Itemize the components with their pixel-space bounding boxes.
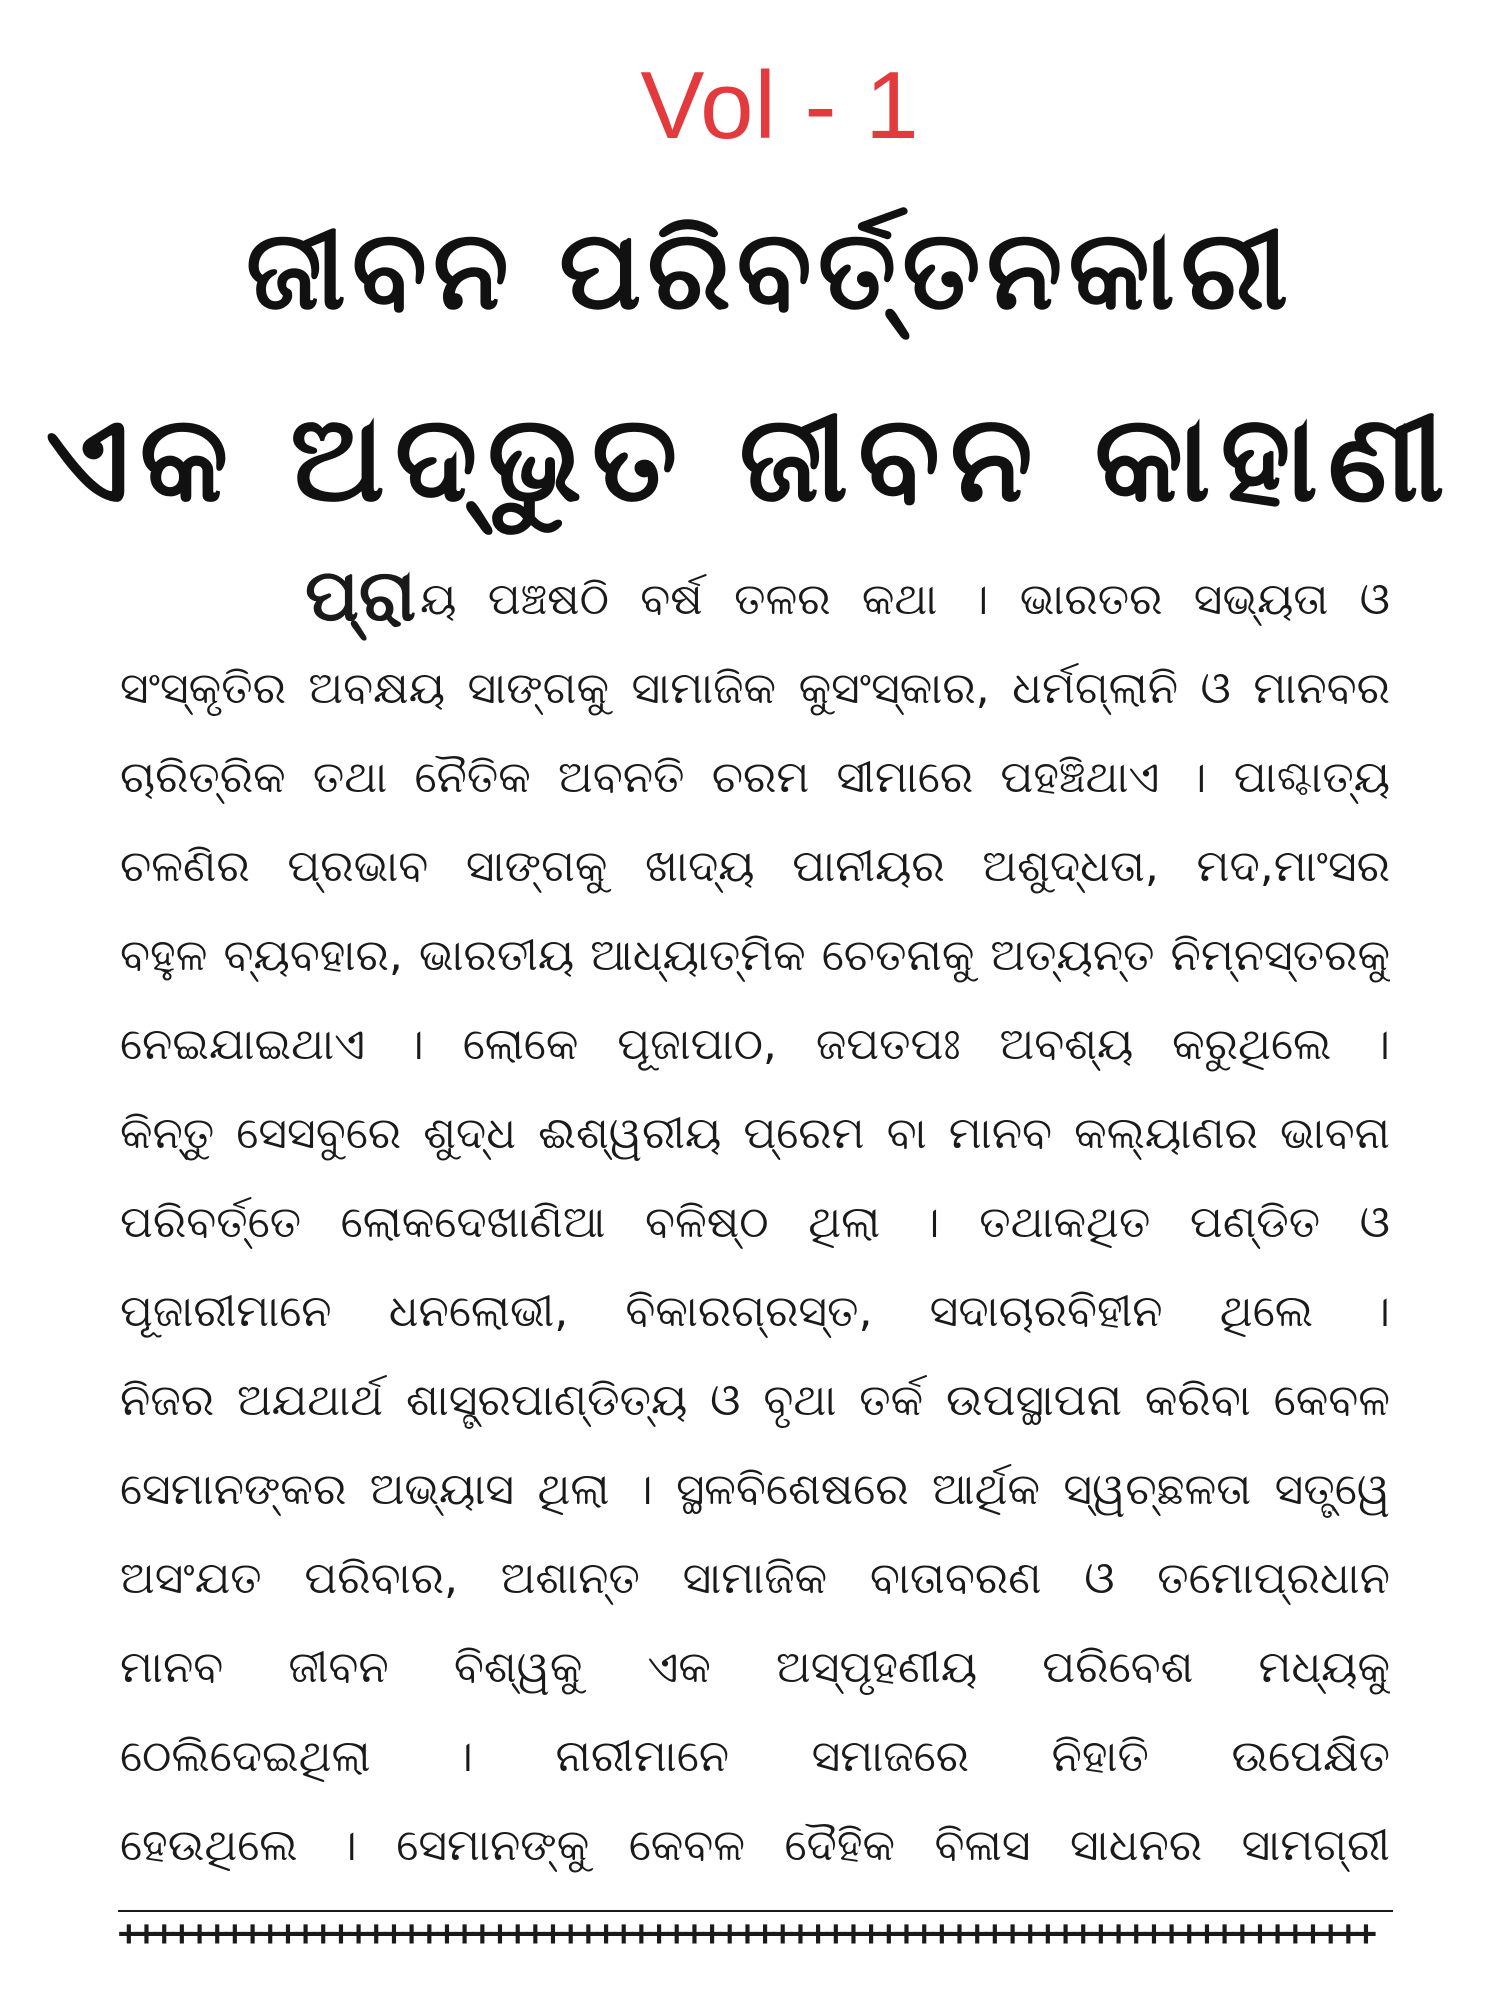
text-line-3: ଚାରିତ୍ରିକ ତଥା ନୈତିକ ଅବନତି ଚରମ ସୀମାରେ ପହଞ୍ଚିଥାଏ । ପାଶ୍ଚାତ୍ୟ (120, 752, 1390, 803)
text-line-15: ହେଉଥିଲେ । ସେମାନଙ୍କୁ କେବଳ ଦୈହିକ ବିଳାସ ସାଧନର ସାମଗ୍ରୀ (120, 1820, 1390, 1871)
text-line-4: ଚଳଣିର ପ୍ରଭାବ ସାଙ୍ଗକୁ ଖାଦ୍ୟ ପାନୀୟର ଅଶୁଦ୍ଧତା, ମଦ,ମାଂସର (120, 841, 1390, 892)
text-line-8: ପରିବର୍ତ୍ତେ ଲୋକଦେଖାଣିଆ ବଳିଷ୍ଠ ଥିଲା । ତଥାକଥିତ ପଣ୍ଡିତ ଓ (120, 1197, 1390, 1248)
text-line-14: ଠେଲିଦେଇଥିଲା । ନାରୀମାନେ ସମାଜରେ ନିହାତି ଉପେକ୍ଷିତ (120, 1731, 1390, 1782)
text-line-1 (120, 555, 1390, 644)
text-line-11: ସେମାନଙ୍କର ଅଭ୍ୟାସ ଥିଲା । ସ୍ଥଳବିଶେଷରେ ଆର୍ଥିକ ସ୍ୱଚ୍ଛଳତା ସତ୍ତ୍ୱେ (120, 1464, 1390, 1515)
title-line-1: ଜୀବନ ପରିବର୍ତ୍ତନକାରୀ (245, 206, 1295, 334)
drop-cap: ପ୍ରା (305, 555, 417, 637)
text-line-7: କିନ୍ତୁ ସେସବୁରେ ଶୁଦ୍ଧ ଈଶ୍ୱରୀୟ ପ୍ରେମ ବା ମାନବ କଲ୍ୟାଣର ଭାବନା (120, 1108, 1390, 1159)
volume-label: Vol - 1 (640, 52, 920, 159)
text-line-5: ବହୁଳ ବ୍ୟବହାର, ଭାରତୀୟ ଆଧ୍ୟାତ୍ମିକ ଚେତନାକୁ ଅତ୍ୟନ୍ତ ନିମ୍ନସ୍ତରକୁ (120, 930, 1390, 981)
footer-ornament: +++++++++++++++++++++++++++++++++++++++++++++++++++++++++++++++++++++++ (118, 1914, 1373, 1954)
footer-rule (118, 1910, 1393, 1912)
body-paragraph (120, 555, 1390, 1890)
text-line-6: ନେଇଯାଇଥାଏ । ଲୋକେ ପୂଜାପାଠ, ଜପତପଃ ଅବଶ୍ୟ କରୁଥିଲେ । (120, 1019, 1390, 1070)
text-line-12: ଅସଂଯତ ପରିବାର, ଅଶାନ୍ତ ସାମାଜିକ ବାତାବରଣ ଓ ତମୋପ୍ରଧାନ (120, 1553, 1390, 1604)
title-line-2: ଏକ ଅଦ୍ଭୁତ ଜୀବନ କାହାଣୀ (45, 390, 1455, 529)
text-line-9: ପୂଜାରୀମାନେ ଧନଲୋଭୀ, ବିକାରଗ୍ରସ୍ତ, ସଦାଚାରବିହୀନ ଥିଲେ । (120, 1286, 1390, 1337)
text-line-10: ନିଜର ଅଯଥାର୍ଥ ଶାସ୍ତ୍ରପାଣ୍ଡିତ୍ୟ ଓ ବୃଥା ତର୍କ ଉପସ୍ଥାପନା କରିବା କେବଳ (120, 1375, 1390, 1426)
text-line-13: ମାନବ ଜୀବନ ବିଶ୍ୱକୁ ଏକ ଅସ୍ପୃହଣୀୟ ପରିବେଶ ମଧ୍ୟକୁ (120, 1642, 1390, 1693)
text-line-2: ସଂସ୍କୃତିର ଅବକ୍ଷୟ ସାଙ୍ଗକୁ ସାମାଜିକ କୁସଂସ୍କାର, ଧର୍ମଗ୍ଲାନି ଓ ମାନବର (120, 663, 1390, 714)
text-line-1-rest: ୟ ପଞ୍ଚଷଠି ବର୍ଷ ତଳର କଥା । ଭାରତର ସଭ୍ୟତା ଓ (420, 574, 1390, 625)
